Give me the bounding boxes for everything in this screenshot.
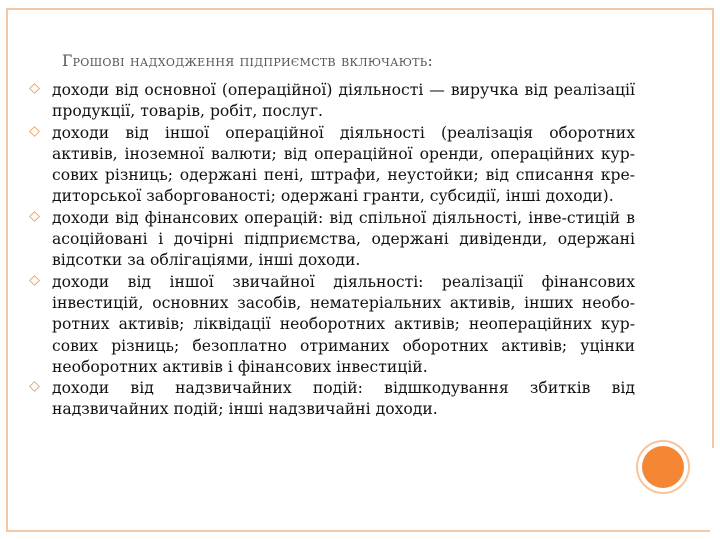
list-item (30, 80, 635, 123)
diamond-bullet-icon (29, 211, 40, 222)
diamond-bullet-icon (29, 83, 40, 94)
frame-border-left (6, 8, 8, 532)
list-item-text: доходи від іншої звичайної діяльності: реалізації фінансових інвестицій, основних засобів, нематеріальних активів, інших необо-ротних активів; ліквідації необоротних активів; неопераційних кур-сових різниць; безоплатно отриманих оборотних активів; уцінки необоротних активів і фінансових інвестицій. (52, 272, 635, 376)
list-item (30, 378, 635, 421)
list-item-text: доходи від іншої операційної діяльності (реалізація оборотних активів, іноземної валюти; від операційної оренди, операційних кур-сових різниць; одержані пені, штрафи, неустойки; від списання кре-диторської заборгованості; одержані гранти, субсидії, інші доходи). (52, 123, 635, 206)
list-item (30, 123, 635, 208)
decorative-circle-icon (642, 446, 684, 488)
diamond-bullet-icon (29, 126, 40, 137)
list-item-text: доходи від фінансових операцій: від спільної діяльності, інве-стицій в асоційовані і дочірні підприємства, одержані дивіденди, одержані відсотки за облігаціями, інші доходи. (52, 208, 635, 270)
list-item-text: доходи від основної (операційної) діяльності — виручка від реалізації продукції, товарів, робіт, послуг. (52, 81, 635, 121)
slide-title: Грошові надходження підприємств включають: (62, 52, 433, 70)
list-item-text: доходи від надзвичайних подій: відшкодування збитків від надзвичайних подій; інші надзвичайні доходи. (52, 379, 635, 419)
list-item (30, 272, 635, 378)
frame-border-top (6, 8, 714, 10)
frame-border-right (712, 8, 714, 448)
diamond-bullet-icon (29, 275, 40, 286)
list-item (30, 208, 635, 272)
frame-border-bottom (6, 530, 710, 532)
bullet-list (30, 80, 635, 421)
diamond-bullet-icon (29, 381, 40, 392)
